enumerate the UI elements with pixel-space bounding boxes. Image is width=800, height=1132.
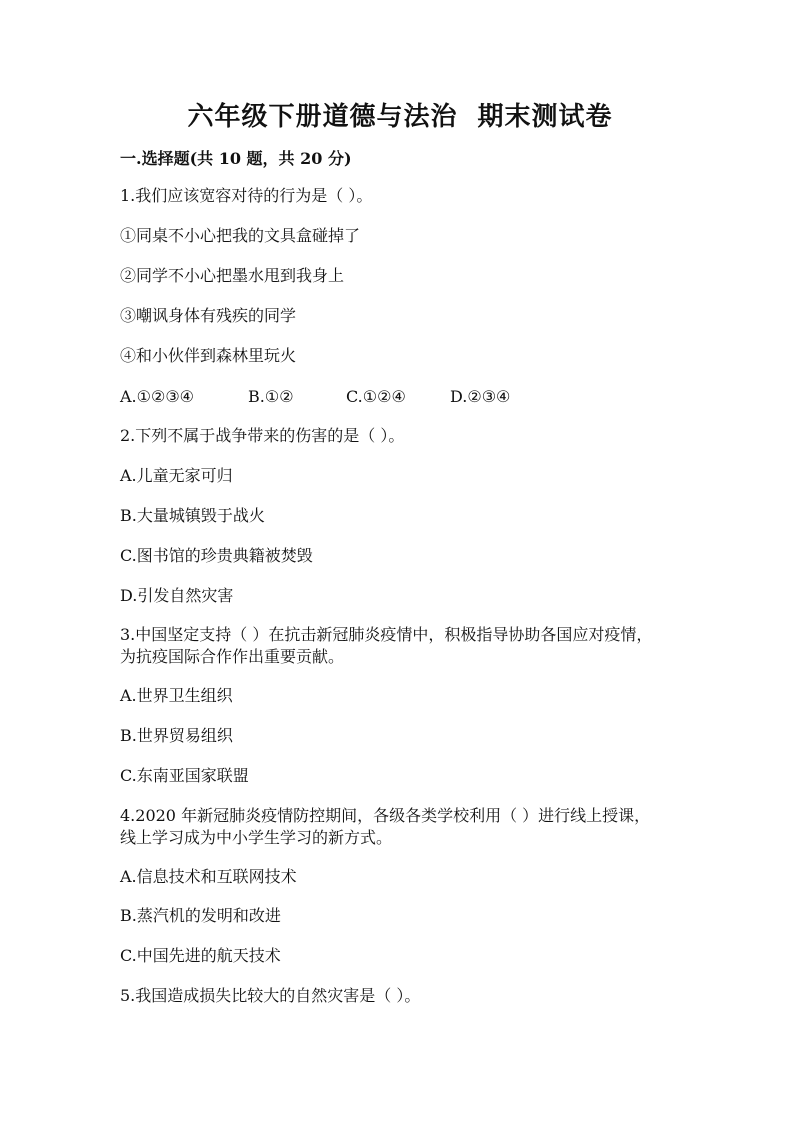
question-2-option-d: D.引发自然灾害 bbox=[120, 586, 234, 605]
question-1-item-4: ④和小伙伴到森林里玩火 bbox=[120, 346, 297, 365]
question-3-stem-line-1: 3.中国坚定支持（ ）在抗击新冠肺炎疫情中，积极指导协助各国应对疫情， bbox=[120, 625, 653, 644]
question-4-option-c: C.中国先进的航天技术 bbox=[120, 946, 281, 965]
question-2-option-c: C.图书馆的珍贵典籍被焚毁 bbox=[120, 546, 313, 565]
question-1-item-3: ③嘲讽身体有残疾的同学 bbox=[120, 306, 297, 325]
question-1-option-a: A.①②③④ bbox=[120, 387, 195, 406]
question-3-option-b: B.世界贸易组织 bbox=[120, 726, 233, 745]
question-3-option-a: A.世界卫生组织 bbox=[120, 686, 233, 705]
question-1-option-c: C.①②④ bbox=[346, 387, 406, 406]
question-2-option-b: B.大量城镇毁于战火 bbox=[120, 506, 265, 525]
question-1-item-2: ②同学不小心把墨水甩到我身上 bbox=[120, 266, 345, 285]
question-3-stem-line-2: 为抗疫国际合作作出重要贡献。 bbox=[120, 647, 345, 666]
question-4-stem-line-1: 4.2020 年新冠肺炎疫情防控期间，各级各类学校利用（ ）进行线上授课， bbox=[120, 806, 651, 825]
question-4-option-b: B.蒸汽机的发明和改进 bbox=[120, 906, 281, 925]
question-5-stem: 5.我国造成损失比较大的自然灾害是（ ）。 bbox=[120, 986, 421, 1005]
question-1-item-1: ①同桌不小心把我的文具盒碰掉了 bbox=[120, 226, 361, 245]
question-4-stem-line-2: 线上学习成为中小学生学习的新方式。 bbox=[120, 828, 393, 847]
section-heading: 一.选择题(共 10 题，共 20 分) bbox=[120, 149, 352, 168]
question-1-stem: 1.我们应该宽容对待的行为是（ ）。 bbox=[120, 186, 373, 205]
exam-title: 六年级下册道德与法治 期末测试卷 bbox=[187, 102, 613, 132]
question-2-option-a: A.儿童无家可归 bbox=[120, 466, 233, 485]
question-1-option-d: D.②③④ bbox=[450, 387, 511, 406]
question-3-option-c: C.东南亚国家联盟 bbox=[120, 766, 249, 785]
question-2-stem: 2.下列不属于战争带来的伤害的是（ ）。 bbox=[120, 426, 405, 445]
question-4-option-a: A.信息技术和互联网技术 bbox=[120, 867, 297, 886]
question-1-option-b: B.①② bbox=[248, 387, 294, 406]
